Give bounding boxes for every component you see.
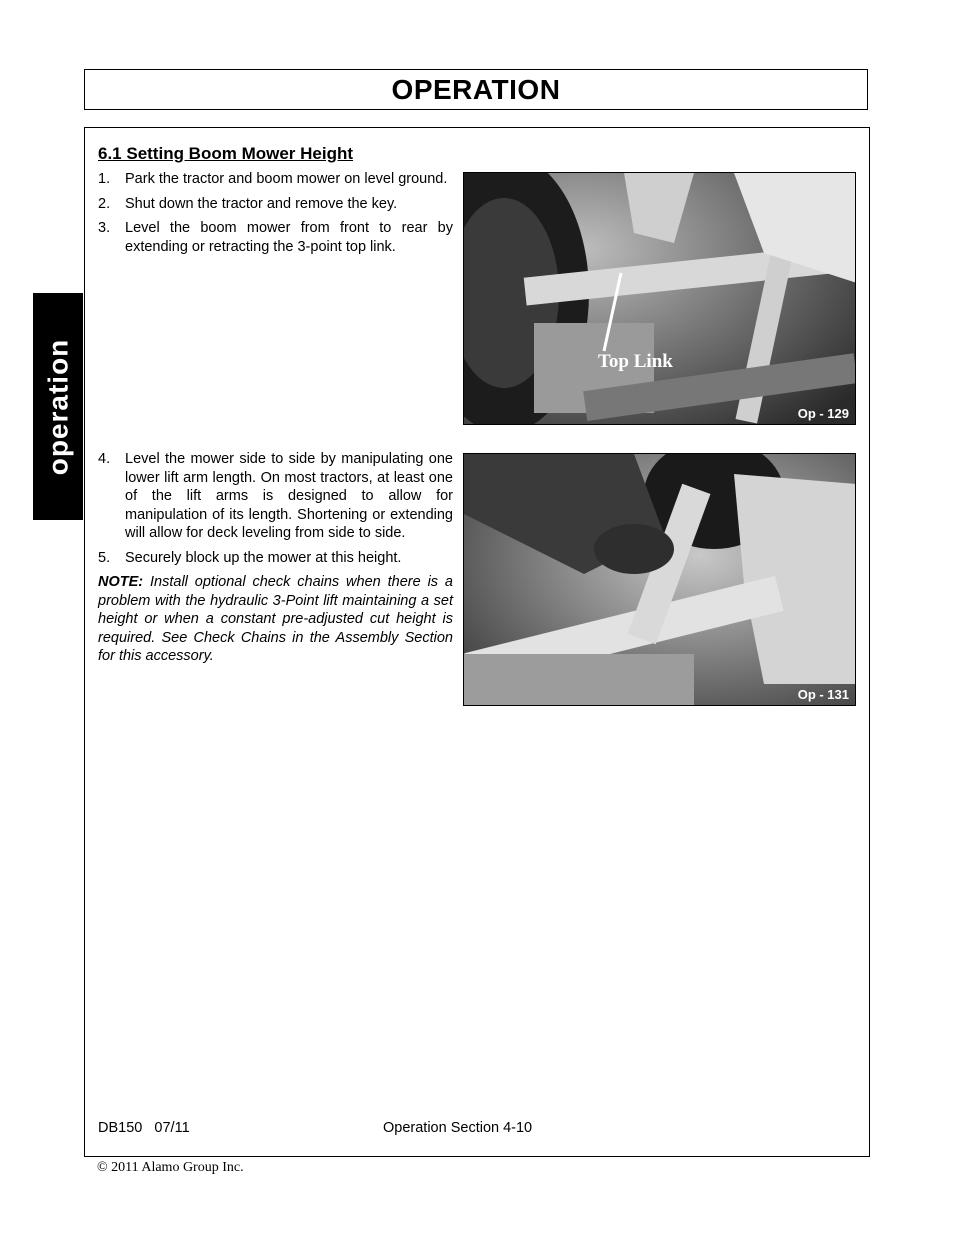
- list-item: [98, 219, 453, 256]
- step-number: 2.: [98, 195, 111, 212]
- steps-bottom: [98, 450, 453, 666]
- figure-caption: Top Link: [598, 351, 673, 372]
- photo-top-link: [463, 172, 856, 425]
- footer-section: Operation Section 4-10: [383, 1120, 533, 1136]
- step-number: 4.: [98, 451, 111, 467]
- header-box: [84, 69, 868, 110]
- footer-model-date: [98, 1120, 190, 1136]
- note-text: Install optional check chains when there is a problem with the hydraulic 3-Point lift maintaining a set height or when a constant pre-adjusted cut height is required. See Check Chains in the Assembly Section for this accessory.: [98, 574, 453, 664]
- list-item: [98, 195, 453, 214]
- step-text: Level the mower side to side by manipulating one lower lift arm length. On most tractors, at least one of the lift arms is designed to allow for manipulation of its length. Shortening or extending will allow for deck leveling from side to side.: [125, 451, 453, 541]
- step-number: 1.: [98, 171, 111, 187]
- side-tab-label: operation: [42, 338, 73, 475]
- list-item: [98, 170, 453, 189]
- photo-lift-arm: [463, 453, 856, 706]
- step-number: 5.: [98, 549, 111, 566]
- list-item: [98, 549, 453, 568]
- note-paragraph: [98, 573, 453, 666]
- steps-top: [98, 170, 453, 262]
- page-title: OPERATION: [391, 73, 561, 105]
- figure-label: Op - 129: [797, 406, 849, 421]
- side-tab: [33, 293, 83, 520]
- photo-lift-arm-illustration: [464, 454, 856, 706]
- footer-left-text: DB150 07/11: [98, 1120, 190, 1136]
- step-text: Park the tractor and boom mower on level ground.: [125, 171, 448, 187]
- note-label: NOTE:: [98, 574, 144, 590]
- step-text: Shut down the tractor and remove the key.: [125, 195, 398, 212]
- figure-label: Op - 131: [797, 687, 849, 702]
- section-heading: 6.1 Setting Boom Mower Height: [98, 144, 354, 163]
- copyright: © 2011 Alamo Group Inc.: [97, 1160, 244, 1175]
- photo-top-link-illustration: [464, 173, 856, 425]
- step-number: 3.: [98, 220, 111, 236]
- list-item: [98, 450, 453, 543]
- step-text: Securely block up the mower at this height.: [125, 549, 402, 566]
- step-text: Level the boom mower from front to rear by extending or retracting the 3-point top link.: [125, 220, 453, 255]
